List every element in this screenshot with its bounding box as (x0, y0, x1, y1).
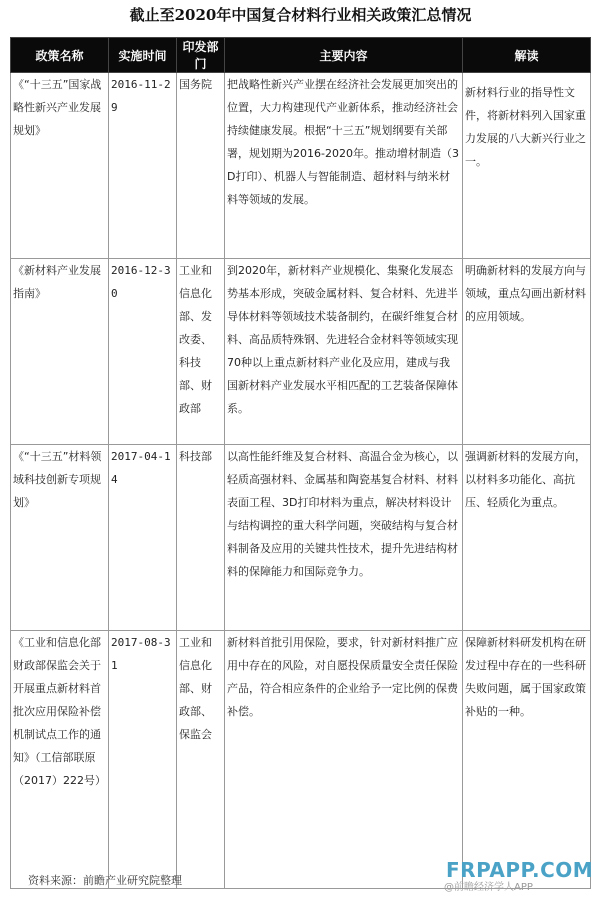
cell-dept: 工业和信息化部、财政部、保监会 (177, 631, 225, 889)
cell-dept: 科技部 (177, 445, 225, 631)
cell-note: 新材料行业的指导性文件，将新材料列入国家重力发展的八大新兴行业之一。 (463, 73, 591, 259)
cell-note: 明确新材料的发展方向与领域，重点勾画出新材料的应用领域。 (463, 259, 591, 445)
source-note: 资料来源：前瞻产业研究院整理 (28, 874, 182, 887)
cell-content: 把战略性新兴产业摆在经济社会发展更加突出的位置，大力构建现代产业新体系，推动经济社会持续健康发展。根据“十三五”规划纲要有关部署，规划期为2016-2020年。推动增材制造（3D打印）、机器人与智能制造、超材料与纳米材料等领域的发展。 (225, 73, 463, 259)
cell-date: 2016-11-29 (109, 73, 177, 259)
table-row (11, 631, 591, 889)
policy-table (10, 37, 594, 889)
table-row (11, 259, 591, 445)
header-dept: 印发部门 (177, 38, 225, 73)
header-date: 实施时间 (109, 38, 177, 73)
cell-policy-name: 《工业和信息化部 财政部保监会关于开展重点新材料首批次应用保险补偿机制试点工作的通知》（工信部联原（2017）222号） (11, 631, 109, 889)
cell-date: 2017-08-31 (109, 631, 177, 889)
table-row (11, 445, 591, 631)
cell-content: 到2020年，新材料产业规模化、集聚化发展态势基本形成，突破金属材料、复合材料、先进半导体材料等领域技术装备制约，在碳纤维复合材料、高品质特殊钢、先进轻合金材料等领域实现70种以上重点新材料产业化及应用，建成与我国新材料产业发展水平相匹配的工艺装备保障体系。 (225, 259, 463, 445)
watermark-site: FRPAPP.COM (446, 858, 594, 882)
cell-date: 2017-04-14 (109, 445, 177, 631)
header-note: 解读 (463, 38, 591, 73)
cell-note: 强调新材料的发展方向，以材料多功能化、高抗压、轻质化为重点。 (463, 445, 591, 631)
header-content: 主要内容 (225, 38, 463, 73)
cell-dept: 国务院 (177, 73, 225, 259)
table-row (11, 73, 591, 259)
cell-content: 新材料首批引用保险，要求，针对新材料推广应用中存在的风险，对自愿投保质量安全责任保险产品，符合相应条件的企业给予一定比例的保费补偿。 (225, 631, 463, 889)
table-header-row (11, 38, 591, 73)
cell-date: 2016-12-30 (109, 259, 177, 445)
cell-policy-name: 《“十三五”国家战略性新兴产业发展规划》 (11, 73, 109, 259)
header-policy-name: 政策名称 (11, 38, 109, 73)
cell-policy-name: 《“十三五”材料领域科技创新专项规划》 (11, 445, 109, 631)
page-title: 截止至2020年中国复合材料行业相关政策汇总情况 (129, 6, 472, 24)
cell-policy-name: 《新材料产业发展指南》 (11, 259, 109, 445)
cell-note: 保障新材料研发机构在研发过程中存在的一些科研失败问题，属于国家政策补贴的一种。 (463, 631, 591, 889)
cell-dept: 工业和信息化部、发改委、科技部、财政部 (177, 259, 225, 445)
watermark-app: @前瞻经济学人APP (444, 882, 533, 893)
cell-content: 以高性能纤维及复合材料、高温合金为核心，以轻质高强材料、金属基和陶瓷基复合材料、材料表面工程、3D打印材料为重点，解决材料设计与结构调控的重大科学问题，突破结构与复合材料制备及应用的关键共性技术，提升先进结构材料的保障能力和国际竞争力。 (225, 445, 463, 631)
